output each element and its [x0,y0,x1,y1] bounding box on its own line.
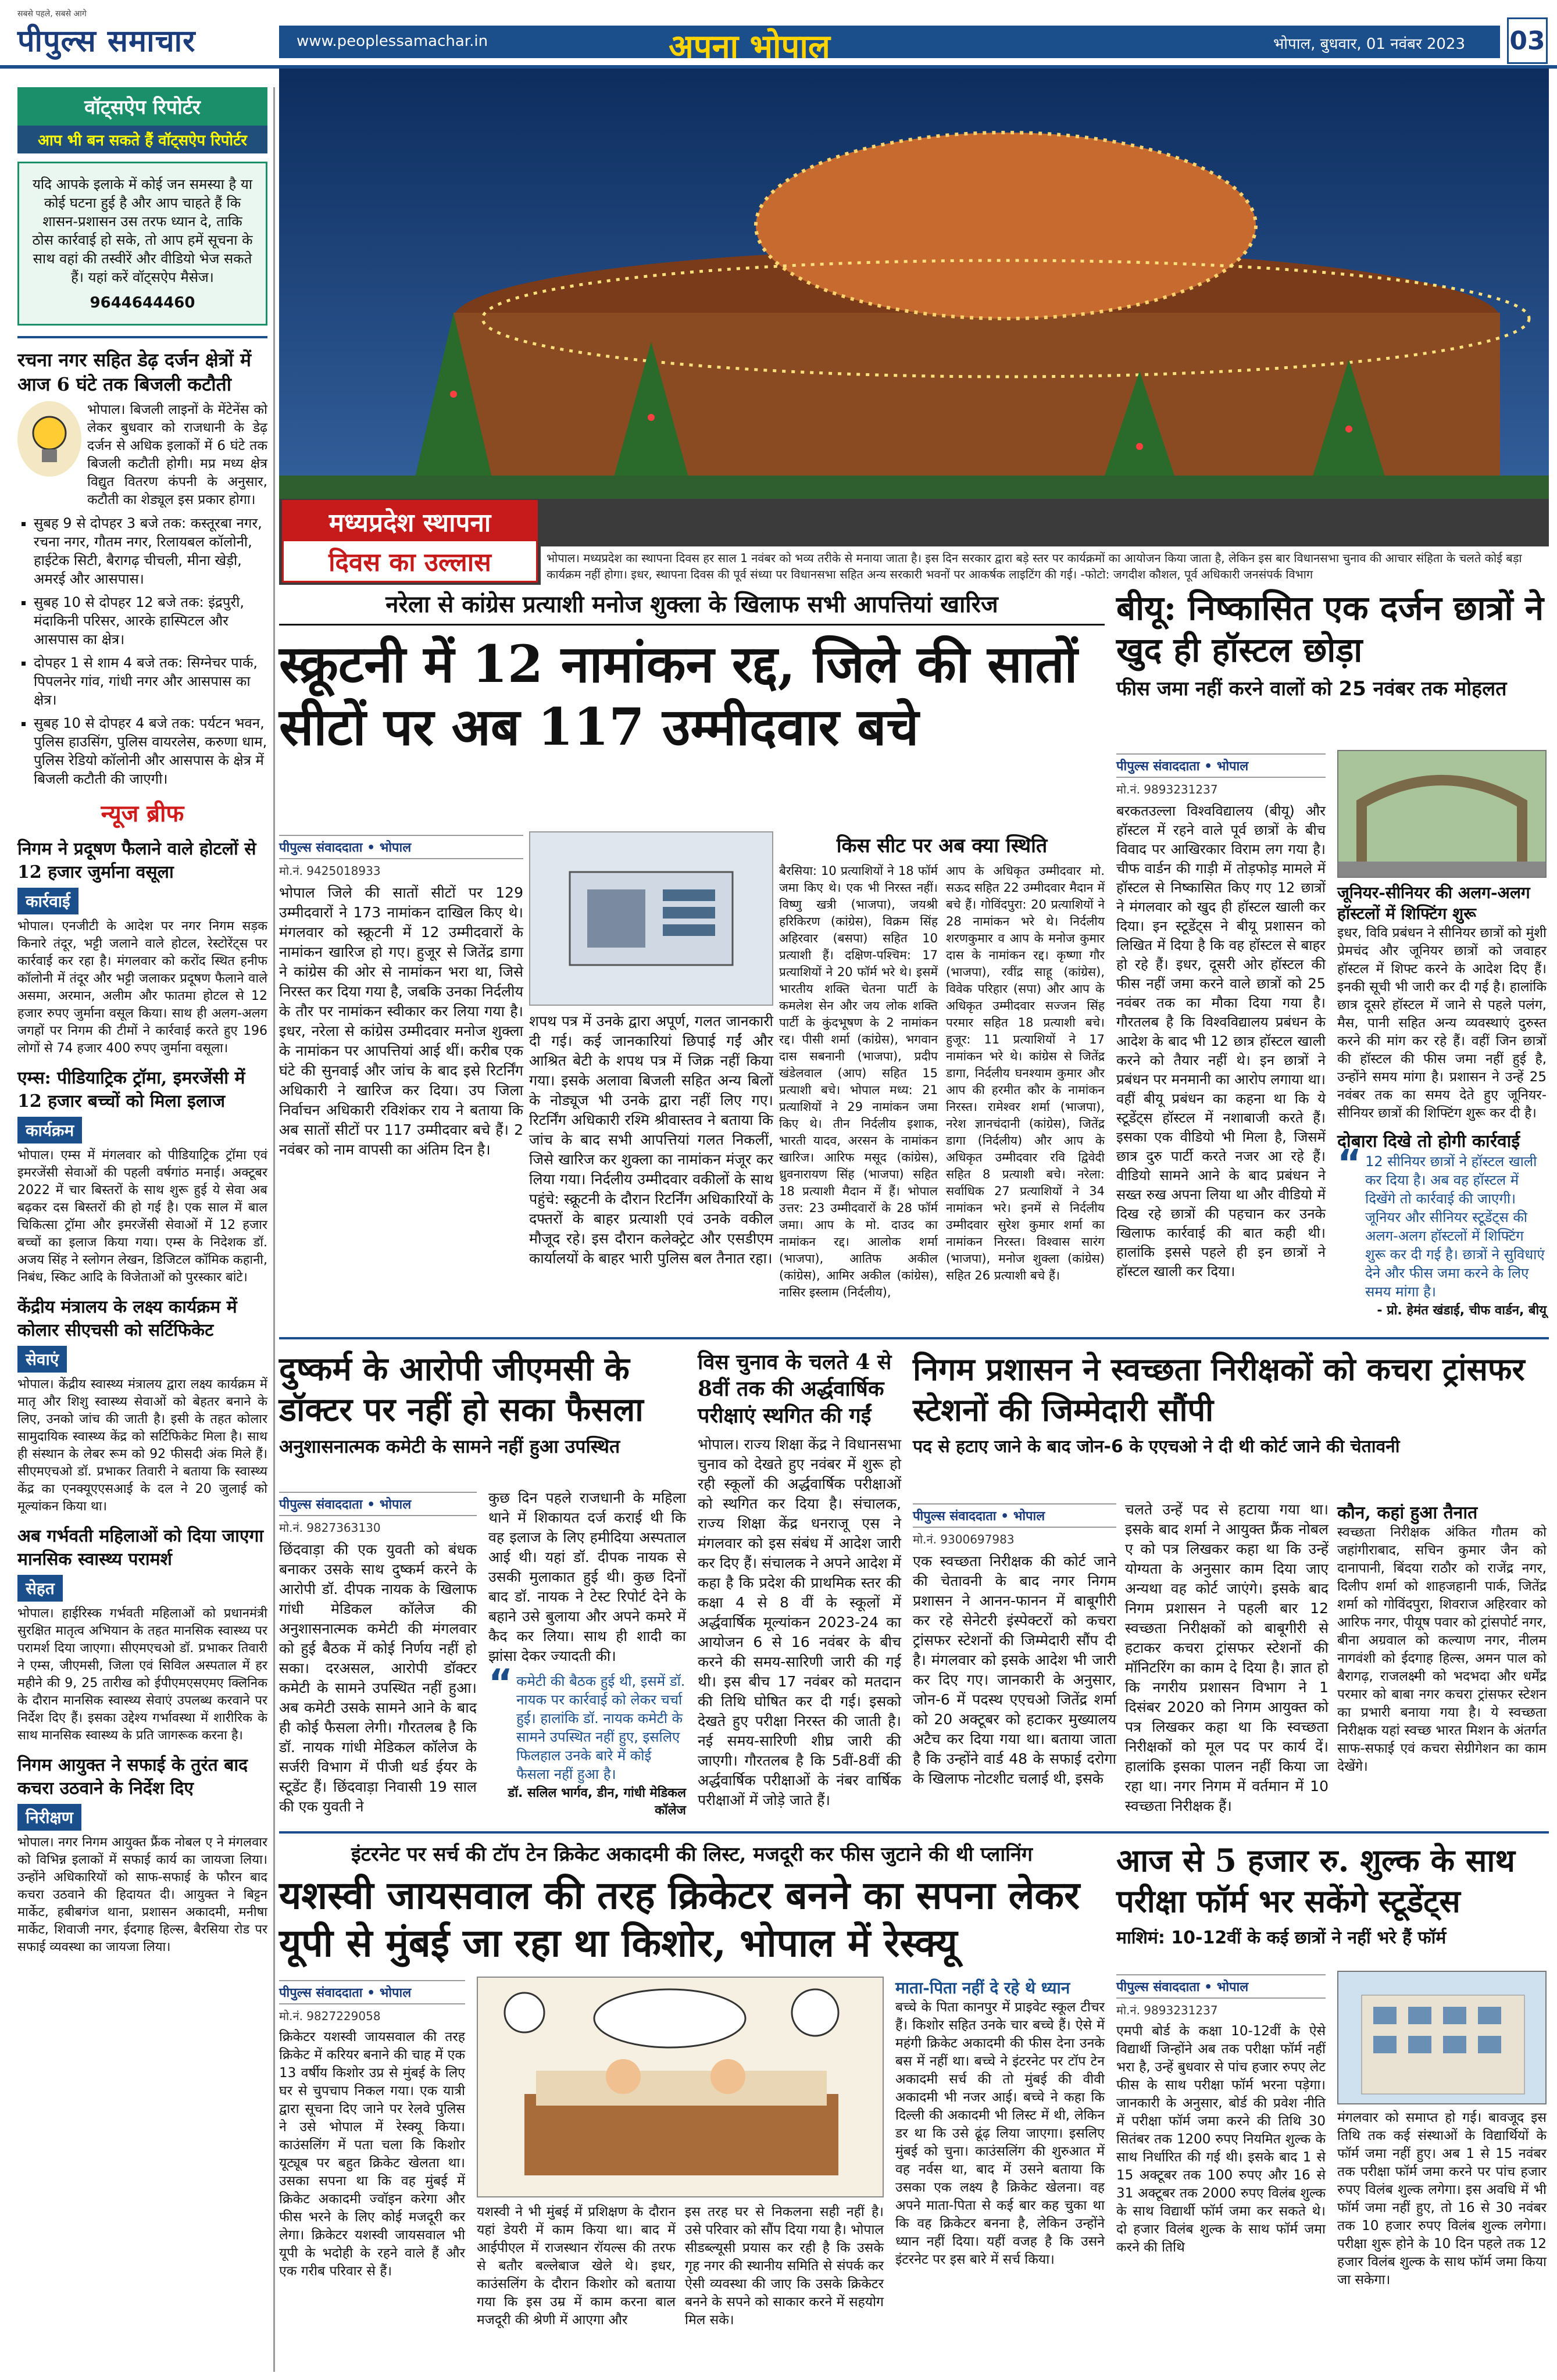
byline [913,1503,1116,1528]
cricket-story [279,1840,1105,1967]
hostel-gate-photo [1337,750,1547,878]
quote-icon: “ [1337,1142,1362,1185]
brief-headline: निगम ने प्रदूषण फैलाने वाले होटलों से 12 हजार जुर्माना वसूला [17,839,256,882]
brief-headline: निगम आयुक्त ने सफाई के तुरंत बाद कचरा उठवाने के निर्देश दिए [17,1755,248,1799]
bu-headline: बीयू: निष्कासित एक दर्जन छात्रों ने खुद ही हॉस्टल छोड़ा [1116,588,1544,670]
cricket-side-text: बच्चे के पिता कानपुर में प्राइवेट स्कूल टीचर हैं। किशोर सहित उनके चार बच्चे हैं। ऐसे में महंगी क्रिकेट अकादमी की फीस देना उनके बस में नहीं था। बच्चे ने इंटरनेट पर टॉप टेन अकादमी सर्च की तो मुंबई की वीवी अकादमी भी नजर आई। बच्चे ने कहा कि दिल्ली की अकादमी भी लिस्ट में थी, लेकिन डर था कि उसे ढूंढ़ लिया जाएगा। इसलिए मुंबई को चुना। काउंसलिंग की शुरुआत में वह नर्वस था, बाद में उसने बताया कि उसका एक लक्ष्य है क्रिकेट खेलना। वह अपने माता-पिता से कई बार कह चुका था कि वह क्रिकेटर बनना है, लेकिन उन्होंने ध्यान नहीं दिया। यहीं वजह है कि उसने इंटरनेट पर इस बारे में सर्च किया। [895,2000,1105,2267]
byline [1116,753,1326,778]
brief-tag: निरीक्षण [17,1804,81,1831]
sidebar [17,87,267,2372]
gmc-story [279,1349,686,1459]
brief-tag: कार्रवाई [17,888,78,914]
gmc-quote: कमेटी की बैठक हुई थी, इसमें डॉ. नायक पर कार्रवाई को लेकर चर्चा हुई। हालांकि डॉ. नायक कमेटी के सामने उपस्थित नहीं हुए, इसलिए फिलहाल उनके बारे में कोई फैसला नहीं हुआ है। [516,1673,685,1782]
reporter-mobile: मो.नं. 9827229058 [279,2009,381,2023]
gmc-headline: दुष्कर्म के आरोपी जीएमसी के डॉक्टर पर नहीं हो सका फैसला [279,1350,644,1429]
logo-name: पीपुल्स समाचार [17,24,196,59]
lead-col-2 [529,831,773,1268]
bu-side-headline: जूनियर-सीनियर की अलग-अलग हॉस्टलों में शिफ्टिंग शुरू [1337,883,1530,923]
brief-text: भोपाल। नगर निगम आयुक्त फ्रैंक नोबल ए ने मंगलवार को विभिन्न इलाकों में सफाई कार्य का जायजा लिया। उन्होंने अधिकारियों को साफ-सफाई के फौरन बाद कचरा उठवाने की हिदायत दी। आयुक्त ने बिट्टन मार्केट, हबीबगंज थाना, प्रशासन अकादमी, मनीषा मार्केट, शिवाजी नगर, ईदगाह हिल्स, बैरसिया रोड पर सफाई व्यवस्था का जायजा लिया। [17,1835,267,1954]
power-cut-item: ▪ सुबह 10 से दोपहर 4 बजे तक: पर्यटन भवन, पुलिस हाउसिंग, पुलिस वायरलेस, करुणा धाम, पुलिस रेडियो कॉलोनी और आसपास के क्षेत्र में बिजली कटौती की जाएगी। [34,714,267,788]
power-cut-item: ▪ सुबह 10 से दोपहर 12 बजे तक: इंद्रपुरी, मंदाकिनी परिसर, आरके हास्पिटल और आसपास का क्षेत्र। [34,593,267,649]
bu-col-1 [1116,750,1326,1281]
foundation-day-badge [282,500,538,583]
gmc-col-2 [488,1488,686,1818]
logo-tagline: सबसे पहले, सबसे आगे [17,9,87,19]
bu-quote-author: - प्रो. हेमंत खंडाई, चीफ वार्डन, बीयू [1377,1303,1547,1318]
nigam-story [913,1349,1547,1457]
brief-text: भोपाल। एनजीटी के आदेश पर नगर निगम सड़क किनारे तंदूर, भट्टी जलाने वाले होटल, रेस्टोरेंट्स पर कार्रवाई कर रहा है। मंगलवार को करोंद स्थित हनीफ कॉलोनी में तंदूर और भट्टी जलाकर प्रदूषण फैलाने वाले असमा, अरमान, अलीम और फातमा होटल से 12 हजार रुपए जुर्माना वसूल किया। साथ ही अलग-अलग जगहों पर निगम की टीमों ने कार्रवाई करते हुए 196 लोगों से 74 हजार 400 रुपए जुर्माना वसूला। [17,919,267,1056]
nigam-text: चलते उन्हें पद से हटाया गया था। इसके बाद शर्मा ने आयुक्त फ्रैंक नोबल ए को पत्र लिखकर कहा था कि उन्हें योग्यता के अनुसार काम दिया जाए अन्यथा वह कोर्ट जाएंगे। इसके बाद निगम प्रशासन ने पहली बार 12 स्वच्छता निरीक्षकों को बाबूगीरी से हटाकर कचरा ट्रांसफर स्टेशनों की मॉनिटरिंग का काम दे दिया है। ज्ञात हो कि नगरीय प्रशासन विभाग ने 1 दिसंबर 2020 को निगम आयुक्त को पत्र लिखकर कहा था कि स्वच्छता निरीक्षकों को मूल पद पर कार्य दें। हालांकि इसका पालन नहीं किया जा रहा था। नगर निगम में वर्तमान में 10 स्वच्छता निरीक्षक हैं। [1125,1501,1329,1814]
brief-tag: सेवाएं [17,1346,67,1373]
brief-text: भोपाल। केंद्रीय स्वास्थ्य मंत्रालय द्वारा लक्ष्य कार्यक्रम में मातृ और शिशु स्वास्थ्य सेवाओं को बेहतर बनाने के लिए, उनको जांच की जाती है। इसी के तहत कोलार सामुदायिक स्वास्थ्य केंद्र को सर्टिफिकेट मिला है। साथ ही संस्थान के लेबर रूम को 92 फीसदी अंक मिले हैं। सीएमएचओ डॉ. प्रभाकर तिवारी ने बताया कि स्वास्थ्य केंद्र का एनक्यूएएसआई के दल ने 20 जुलाई को मूल्यांकन किया था। [17,1377,267,1514]
cricket-text: क्रिकेटर यशस्वी जायसवाल की तरह क्रिकेट में करियर बनाने की चाह में एक 13 वर्षीय किशोर उप्र से मुंबई के लिए घर से चुपचाप निकल गया। एक यात्री द्वारा सूचना दिए जाने पर रेलवे पुलिस ने उसे भोपाल में रेस्क्यू किया। काउंसलिंग में पता चला कि किशोर यूट्यूब पर बहुत क्रिकेट खेलता था। उसका सपना था कि वह मुंबई में क्रिकेट अकादमी ज्वॉइन करेगा और फीस भरने के लिए कोई मजदूरी कर लेगा। क्रिकेटर यशस्वी जायसवाल भी यूपी के भदोही के रहने वाले हैं और एक गरीब परिवार से हैं। [279,2029,465,2279]
byline-text: पीपुल्स संवाददाता • भोपाल [1116,759,1249,774]
nigam-subhead: पद से हटाए जाने के बाद जोन-6 के एएचओ ने दी थी कोर्ट जाने की चेतावनी [913,1436,1400,1457]
byline-text: पीपुल्स संवाददाता • भोपाल [913,1509,1045,1524]
logo [17,8,273,60]
cartoon-illustration [477,1977,884,2197]
lead-col-1 [279,831,523,1160]
site-url[interactable]: www.peoplessamachar.in [297,33,488,50]
byline-text: पीपुल्स संवाददाता • भोपाल [279,1498,412,1512]
exam-story [698,1349,901,1810]
nigam-col-2 [1125,1500,1329,1816]
lead-story [279,587,1105,758]
bu-side-text: इधर, विवि प्रबंधन ने सीनियर छात्रों को मुंशी प्रेमचंद और जूनियर छात्रों को जवाहर हॉस्टल में शिफ्ट करने के आदेश दिए हैं। इनकी सूची भी जारी कर दी गई है। हालांकि छात्र दूसरे हॉस्टल में जाने से पहले पलंग, मैस, पानी सहित अन्य व्यवस्थाएं दुरुस्त करने की मांग कर रहे हैं। वहीं जिन छात्रों की हॉस्टल की फीस जमा नहीं हुई है, उन्होंने समय मांगा है। प्रशासन ने उन्हें 25 नवंबर तक का समय देते हुए जूनियर-सीनियर छात्रों की शिफ्टिंग शुरू कर दी है। [1337,925,1547,1121]
nigam-side-text: स्वच्छता निरीक्षक अंकित गौतम को जहांगीराबाद, सचिन कुमार जैन को दानापानी, बिंदया राठौर को राजेंद्र नगर, दिलीप शर्मा को शाहजहानी पार्क, जितेंद्र शर्मा को गोविंदपुरा, शिवराज अहिरवार को आरिफ नगर, पीयूष पवार को ट्रांसपोर्ट नगर, बीना अग्रवाल को कल्याण नगर, नीलम नागवंशी को ईदगाह हिल्स, अमन पाल को बैरागढ़, राजलक्ष्मी को भदभदा और धर्मेंद्र परमार को बाबा नगर कचरा ट्रांसफर स्टेशन का प्रभारी बनाया गया है। ये स्वच्छता निरीक्षक यहां स्वच्छ भारत मिशन के अंतर्गत साफ-सफाई एवं कचरा सेग्रीगेशन का काम देखेंगे। [1337,1525,1547,1774]
bu-story [1116,587,1547,701]
brief-tag: सेहत [17,1575,63,1602]
bu-quote: 12 सीनियर छात्रों ने हॉस्टल खाली कर दिया है। अब वह हॉस्टल में दिखेंगे तो कार्रवाई की जाएगी। जूनियर और सीनियर स्टूडेंट्स की अलग-अलग हॉस्टलों में शिफ्टिंग शुरू कर दी गई है। छात्रों ने सुविधाएं देने और फीस जमा करने के लिए समय मांगा है। [1365,1153,1545,1300]
mpboard-col-1 [1116,1971,1326,2257]
nigam-col-1 [913,1500,1116,1789]
brief-headline: एम्स: पीडियाट्रिक ट्रॉमा, इमरजेंसी में 12 हजार बच्चों को मिला इलाज [17,1068,245,1112]
byline [279,1980,465,2004]
badge-line-1: मध्यप्रदेश स्थापना [284,502,536,541]
news-brief-title: न्यूज ब्रीफ [101,800,184,827]
exam-headline: विस चुनाव के चलते 4 से 8वीं तक की अर्द्धवार्षिक परीक्षाएं स्थगित की गईं [698,1350,892,1428]
quote-icon: “ [488,1662,513,1705]
badge-line-2: दिवस का उल्लास [284,541,536,581]
byline-text: पीपुल्स संवाददाता • भोपाल [279,1986,412,2000]
nigam-headline: निगम प्रशासन ने स्वच्छता निरीक्षकों को कचरा ट्रांसफर स्टेशनों की जिम्मेदारी सौंपी [913,1350,1525,1428]
cricket-side-headline: माता-पिता नहीं दे रहे थे ध्यान [895,1978,1070,1997]
bu-side-headline-2: दोबारा दिखे तो होगी कार्रवाई [1337,1131,1520,1152]
exam-text: भोपाल। राज्य शिक्षा केंद्र ने विधानसभा चुनाव को देखते हुए नवंबर में शुरू हो रही स्कूलों की अर्द्धवार्षिक परीक्षाओं को स्थगित कर दिया है। संचालक, राज्य शिक्षा केंद्र धनराजू एस ने मंगलवार को इस संबंध में आदेश जारी कर दिए हैं। संचालक ने अपने आदेश में कहा है कि प्रदेश की प्राथमिक स्तर की कक्षा 4 से 8 वीं के स्कूलों में अर्द्धवार्षिक मूल्यांकन 2023-24 का आयोजन 6 से 16 नवंबर के बीच करने की समय-सारिणी जारी की गई थी। इस बीच 17 नवंबर को मतदान की तिथि घोषित कर दी गई। इसको देखते हुए परीक्षा निरस्त की जाती है। नई समय-सारिणी शीघ्र जारी की जाएगी। गौरतलब है कि 5वीं-8वीं की अर्द्धवार्षिक परीक्षाओं के नंबर वार्षिक परीक्षाओं में जोड़े जाते हैं। [698,1436,901,1809]
power-cut-intro: भोपाल। बिजली लाइनों के मेंटेनेंस को लेकर बुधवार को राजधानी के डेढ़ दर्जन से अधिक इलाकों में 6 घंटे तक बिजली कटौती होगी। मप्र मध्य क्षेत्र विद्युत वितरण कंपनी के अनुसार, कटौती का शेड्यूल इस प्रकार होगा। [87,402,267,508]
section-title: अपना भोपाल [669,27,830,66]
whatsapp-reporter-title: वॉट्सऐप रिपोर्टर [17,87,267,126]
cricket-col-2 [477,1977,884,2329]
lead-kicker: नरेला से कांग्रेस प्रत्याशी मनोज शुक्ला के खिलाफ सभी आपत्तियां खारिज [279,587,1105,626]
reporter-mobile: मो.नं. 9893231237 [1116,782,1218,796]
bu-col-2 [1337,750,1547,1318]
reporter-mobile: मो.नं. 9893231237 [1116,2003,1218,2017]
cricket-text: इस तरह घर से निकलना सही नहीं है। उसे परिवार को सौंप दिया गया है। भोपाल सीडब्ल्यूसी प्रयास कर रही है कि उसके गृह नगर की स्थानीय समिति से संपर्क कर ऐसी व्यवस्था की जाए कि उसके क्रिकेटर बनने के सपने को साकार करने में सहयोग मिल सके। [685,2204,884,2328]
mpboard-text: मंगलवार को समाप्त हो गई। बावजूद इस तिथि तक कई संस्थाओं के विद्यार्थियों के फॉर्म जमा नहीं हुए। अब 1 से 15 नवंबर तक परीक्षा फॉर्म जमा करने पर पांच हजार रुपए विलंब शुल्क लगेगा। इस अवधि में भी फॉर्म जमा नहीं हुए, तो 16 से 30 नवंबर तक 10 हजार रुपए विलंब शुल्क लगेगा। परीक्षा शुरू होने के 10 दिन पहले तक 12 हजार विलंब शुल्क के साथ फॉर्म जमा किया जा सकेगा। [1337,2110,1547,2288]
brief-text: भोपाल। एम्स में मंगलवार को पीडियाट्रिक ट्रॉमा एवं इमरजेंसी सेवाओं की पहली वर्षगांठ मनाई। अक्टूबर 2022 में चार बिस्तरों के साथ शुरू हुई ये सेवा अब बढ़कर दस बिस्तरों की हो गई है। एक साल में बाल चिकित्सा ट्रॉमा और इमरजेंसी सेवाओं में 12 हजार बच्चों का इलाज किया गया। एम्स के निदेशक डॉ. अजय सिंह ने स्लोगन लेखन, डिजिटल कॉमिक कहानी, निबंध, स्किट आदि के विजेताओं को पुरस्कार बांटे। [17,1148,267,1285]
seat-status-box [779,831,1105,1301]
seat-status-title: किस सीट पर अब क्या स्थिति [836,834,1048,857]
byline-text: पीपुल्स संवाददाता • भोपाल [1116,1980,1249,1995]
reporter-mobile: मो.नं. 9300697983 [913,1532,1015,1546]
mpboard-text: एमपी बोर्ड के कक्षा 10-12वीं के ऐसे विद्यार्थी जिन्होंने अब तक परीक्षा फॉर्म नहीं भरा है, उन्हें बुधवार से पांच हजार रुपए लेट फीस के साथ परीक्षा फॉर्म भरना पड़ेगा। जानकारी के अनुसार, बोर्ड की प्रवेश नीति में परीक्षा फॉर्म जमा करने की तिथि 30 सितंबर तक 1200 रुपए नियमित शुल्क के साथ निर्धारित की गई थी। इसके बाद 1 से 15 अक्टूबर तक 100 रुपए और 16 से 31 अक्टूबर तक 2000 रुपए विलंब शुल्क के साथ विद्यार्थी फॉर्म जमा कर सकते थे। दो हजार विलंब शुल्क के साथ फॉर्म जमा करने की तिथि [1116,2024,1326,2255]
gmc-text: छिंदवाड़ा की एक युवती को बंधक बनाकर उसके साथ दुष्कर्म करने के आरोपी डॉ. दीपक नायक के खिलाफ गांधी मेडिकल कॉलेज की अनुशासनात्मक कमेटी की मंगलवार को हुई बैठक में कोई निर्णय नहीं हो सका। दरअसल, आरोपी डॉक्टर कमेटी के सामने उपस्थित नहीं हुआ। अब कमेटी उसके सामने आने के बाद ही कोई फैसला लेगी। गौरतलब है कि डॉ. नायक गांधी मेडिकल कॉलेज के सर्जरी विभाग में पीजी थर्ड ईयर के स्टूडेंट हैं। छिंदवाड़ा निवासी 19 साल की एक युवती ने [279,1541,477,1815]
cricket-text: यशस्वी ने भी मुंबई में प्रशिक्षण के दौरान यहां डेयरी में काम किया था। बाद में आईपीएल में राजस्थान रॉयल्स की तरफ से बतौर बल्लेबाज खेले थे। इधर, काउंसलिंग के दौरान किशोर को बताया गया कि इस उम्र में काम करना बाल मजदूरी की श्रेणी में आएगा और [477,2204,676,2328]
gmc-text: कुछ दिन पहले राजधानी के महिला थाने में शिकायत दर्ज कराई थी कि वह इलाज के लिए हमीदिया अस्पताल आई थी। यहां डॉ. दीपक नायक से उसकी मुलाकात हुई थी। कुछ दिनों बाद डॉ. नायक ने टेस्ट रिपोर्ट देने के बहाने उसे बुलाया और अपने कमरे में कैद कर लिया। साथ ही शादी का झांसा देकर ज्यादती की। [488,1489,686,1664]
cricket-col-3 [895,1977,1105,2269]
brief-tag: कार्यक्रम [17,1117,82,1143]
lead-text: शपथ पत्र में उनके द्वारा अपूर्ण, गलत जानकारी दी गई। कई जानकारियां छिपाई गईं और आश्रित बेटी के शपथ पत्र में जिक्र नहीं किया गया। इसके अलावा बिजली सहित अन्य बिलों के नोड्यूज भी उनके द्वारा नहीं लिए गए। रिटर्निंग अधिकारी रश्मि श्रीवास्तव ने बताया कि जांच के बाद सभी आपत्तियां गलत निकलीं, जिसे खारिज कर शुक्ला का नामांकन मंजूर कर लिया गया। निर्दलीय उम्मीदवार वकीलों के साथ पहुंचे: स्क्रूटनी के दौरान रिटर्निंग अधिकारियों के दफ्तरों के बाहर प्रत्याशी एवं उनके वकील मौजूद रहे। इस दौरान कलेक्ट्रेट और एसडीएम कार्यालयों के बाहर भारी पुलिस बल तैनात रहा। [529,1013,773,1267]
nigam-col-3 [1337,1500,1547,1776]
evm-photo [529,831,773,1006]
nigam-text: एक स्वच्छता निरीक्षक की कोर्ट जाने की चेतावनी के बाद नगर निगम प्रशासन ने आनन-फानन में बाबूगीरी कर रहे सेनेटरी इंस्पेक्टरों को कचरा ट्रांसफर स्टेशनों की जिम्मेदारी सौंप दी है। मंगलवार को इसके आदेश भी जारी कर दिए गए। जानकारी के अनुसार, जोन-6 में पदस्थ एएचओ जितेंद्र शर्मा को 20 अक्टूबर को हटाकर मुख्यालय अटैच कर दिया गया था। बताया जाता है कि उन्होंने वार्ड 48 के सफाई दरोगा के खिलाफ नोटशीट चलाई थी, इसके [913,1553,1116,1787]
board-building-photo [1337,1971,1547,2104]
brief-headline: अब गर्भवती महिलाओं को दिया जाएगा मानसिक स्वास्थ्य परामर्श [17,1526,264,1570]
power-cut-item: ▪ दोपहर 1 से शाम 4 बजे तक: सिग्नेचर पार्क, पिपलनेर गांव, गांधी नगर और आसपास का क्षेत्र। [34,653,267,709]
reporter-mobile: मो.नं. 9425018933 [279,864,381,878]
power-cut-item: ▪ सुबह 9 से दोपहर 3 बजे तक: कस्तूरबा नगर, रचना नगर, गौतम नगर, रिलायबल कॉलोनी, हाईटेक सिटी, बैरागढ़ चीचली, मीना खेड़ी, अमरई और आसपास। [34,514,267,588]
gmc-col-1 [279,1488,477,1817]
mpboard-col-2 [1337,1971,1547,2289]
lead-headline: स्क्रूटनी में 12 नामांकन रद्द, जिले की सातों सीटों पर अब 117 उम्मीदवार बचे [279,634,1078,757]
whatsapp-reporter-subtitle: आप भी बन सकते हैं वॉट्सऐप रिपोर्टर [17,126,267,153]
cricket-kicker: इंटरनेट पर सर्च की टॉप टेन क्रिकेट अकादमी की लिस्ट, मजदूरी कर फीस जुटाने की थी प्लानिंग [351,1843,1033,1866]
mpboard-subhead: माशिमं: 10-12वीं के कई छात्रों ने नहीं भरे हैं फॉर्म [1116,1928,1447,1948]
byline-text: पीपुल्स संवाददाता • भोपाल [279,841,412,855]
byline [1116,1974,1326,1999]
whatsapp-text: यदि आपके इलाके में कोई जन समस्या है या कोई घटना हुई है और आप चाहते हैं कि शासन-प्रशासन उस तरफ ध्यान दे, ताकि ठोस कार्रवाई हो सके, तो आप हमें सूचना के साथ वहां की तस्वीरें और वीडियो भेज सकते हैं। यहां करें वॉट्सऐप मैसेज। [32,176,253,285]
brief-text: भोपाल। हाईरिस्क गर्भवती महिलाओं को प्रधानमंत्री सुरक्षित मातृत्व अभियान के तहत मानसिक स्वास्थ्य पर परामर्श दिया जाएगा। सीएमएचओ डॉ. प्रभाकर तिवारी ने एम्स, जीएमसी, जिला एवं सिविल अस्पताल में हर महीने की 9, 25 तारीख को ईपीएमएसएमए क्लिनिक के दौरान मानसिक स्वास्थ्य सेवाएं उपलब्ध करवाने पर निर्देश दिए हैं। इसका उद्देश्य गर्भावस्था में शारीरिक के साथ मानसिक स्वास्थ्य के प्रति जागरूक करना है। [17,1606,267,1743]
seat-status-col: बैरसिया: 10 प्रत्याशियों ने 18 फॉर्म जमा किए थे। एक भी निरस्त नहीं। विष्णु खत्री (भाजपा), जयश्री हरिकिरण (कांग्रेस), विक्रम सिंह अहिरवार (बसपा) सहित 10 प्रत्याशी हैं। दक्षिण-पश्चिम: 17 प्रत्याशियों ने 20 फॉर्म भरे थे। इसमें भारतीय शक्ति चेतना पार्टी के कमलेश सेन और जय लोक शक्ति पार्टी के कुंदभूषण के 2 नामांकन रद्द। पीसी शर्मा (कांग्रेस), भगवान दास सबनानी (भाजपा), प्रदीप खंडेलवाल (आप) सहित 15 प्रत्याशी बचे। भोपाल मध्य: 21 प्रत्याशियों ने 29 नामांकन जमा किए थे। तीन निर्दलीय इशाक, भारती यादव, अरसन के नामांकन खारिज। आरिफ मसूद (कांग्रेस), ध्रुवनारायण सिंह (भाजपा) सहित 18 प्रत्याशी मैदान में हैं। भोपाल उत्तर: 23 उम्मीदवारों के 28 फॉर्म जमा। आप के मो. दाउद का नामांकन रद्द। आलोक शर्मा (भाजपा), आतिफ अकील (कांग्रेस), आमिर अकील (कांग्रेस), नासिर इस्लाम (निर्दलीय), [779,864,938,1299]
seat-status-col: आप के अधिकृत उम्मीदवार मो. सऊद सहित 22 उम्मीदवार मैदान में बचे हैं। गोविंदपुरा: 20 प्रत्याशियों ने 28 नामांकन भरे थे। निर्दलीय शरणकुमार व आप के मनोज कुमार दास के नामांकन रद्द। कृष्णा गौर (भाजपा), रवींद्र साहू (कांग्रेस), विवेक परिहार (सपा) और आप के अधिकृत उम्मीदवार सज्जन सिंह परमार सहित 18 प्रत्याशी बचे। हुजूर: 11 प्रत्याशियों ने 17 नामांकन भरे थे। कांग्रेस से जितेंद्र डागा, निर्दलीय घनश्याम कुमार और आप की हरमीत कौर के नामांकन निरस्त। रामेश्वर शर्मा (भाजपा), नरेश ज्ञानचंदानी (कांग्रेस), जितेंद्र डागा (निर्दलीय) और आप के अधिकृत उम्मीदवार रवि द्विवेदी सहित 8 प्रत्याशी बचे। नरेला: सर्वाधिक 27 प्रत्याशियों ने 34 नामांकन भरे। इनमें से निर्दलीय उम्मीदवार सुरेश कुमार शर्मा का नामांकन निरस्त। विश्वास सारंग (भाजपा), मनोज शुक्ला (कांग्रेस) सहित 26 प्रत्याशी बचे हैं। [946,864,1105,1282]
whatsapp-phone[interactable]: 9644644460 [90,294,195,312]
page-number: 03 [1507,17,1548,64]
lead-text: भोपाल जिले की सातों सीटों पर 129 उम्मीदवारों ने 173 नामांकन दाखिल किए थे। मंगलवार को स्क्रूटनी में 12 उम्मीदवारों के नामांकन खारिज हो गए। हुजूर से जितेंद्र डागा ने कांग्रेस की ओर से नामांकन भरा था, जिसे निरस्त कर दिया गया है, जबकि उनका निर्दलीय के तौर पर नामांकन स्वीकार कर लिया गया है। इधर, नरेला से कांग्रेस उम्मीदवार मनोज शुक्ला के नामांकन पर आपत्तियां आई थीं। करीब एक घंटे की सुनवाई और जांच के बाद इसे रिटर्निंग अधिकारी ने खारिज कर दिया। उप जिला निर्वाचन अधिकारी रविशंकर राय ने बताया कि अब सातों सीटों पर 117 उम्मीदवार बचे हैं। 2 नवंबर को नाम वापसी का अंतिम दिन है। [279,884,523,1158]
nigam-side-headline: कौन, कहां हुआ तैनात [1337,1503,1478,1523]
whatsapp-card [17,162,267,326]
bu-subhead: फीस जमा नहीं करने वालों को 25 नवंबर तक मोहलत [1116,677,1507,701]
byline [279,1492,477,1516]
cricket-headline: यशस्वी जायसवाल की तरह क्रिकेटर बनने का सपना लेकर यूपी से मुंबई जा रहा था किशोर, भोपाल में रेस्क्यू [279,1872,1080,1966]
photo-caption: भोपाल। मध्यप्रदेश का स्थापना दिवस हर साल 1 नवंबर को भव्य तरीके से मनाया जाता है। इस दिन सरकार द्वारा बड़े स्तर पर कार्यक्रमों का आयोजन किया जाता है, लेकिन इस बार विधानसभा चुनाव की आचार संहिता के चलते कोई बड़ा कार्यक्रम नहीं होगा। इधर, स्थापना दिवस की पूर्व संध्या पर विधानसभा सहित अन्य सरकारी भवनों पर आकर्षक लाइटिंग की गई। -फोटो: जगदीश कौशल, पूर्व अधिकारी जनसंपर्क विभाग [541,546,1552,586]
reporter-mobile: मो.नं. 9827363130 [279,1521,381,1535]
power-cut-headline: रचना नगर सहित डेढ़ दर्जन क्षेत्रों में आज 6 घंटे तक बिजली कटौती [17,349,251,395]
brief-headline: केंद्रीय मंत्रालय के लक्ष्य कार्यक्रम में कोलार सीएचसी को सर्टिफिकेट [17,1297,237,1341]
cricket-col-1 [279,1977,465,2281]
mpboard-headline: आज से 5 हजार रु. शुल्क के साथ परीक्षा फॉर्म भर सकेंगे स्टूडेंट्स [1116,1842,1515,1920]
byline [279,835,523,859]
light-bulb-icon [17,401,81,477]
bu-text: बरकतउल्ला विश्वविद्यालय (बीयू) और हॉस्टल में रहने वाले पूर्व छात्रों के बीच विवाद पर आखिरकार विराम लग गया है। चीफ वार्डन की गाड़ी में तोड़फोड़ मामले में हॉस्टल से निष्कासित किए गए 12 छात्रों ने मंगलवार को खुद ही हॉस्टल खाली कर दिया। इन स्टूडेंट्स ने बीयू प्रशासन को लिखित में दिया है कि वह हॉस्टल से बाहर हो रहे हैं। इधर, दूसरी ओर हॉस्टल की फीस नहीं जमा करने वाले छात्रों को 25 नवंबर तक का मौका दिया गया है। गौरतलब है कि विश्वविद्यालय प्रबंधन के आदेश के बाद भी 12 छात्र हॉस्टल खाली करने को तैयार नहीं थे। इन छात्रों ने प्रबंधन पर मनमानी का आरोप लगाया था। वहीं बीयू प्रबंधन का कहना था कि ये स्टूडेंट्स हॉस्टल में नशाबाजी करते हैं। इसका एक वीडियो भी मिला है, जिसमें छात्र दुरु पार्टी करते नजर आ रहे हैं। वीडियो सामने आने के बाद प्रबंधन ने सख्त रुख अपना लिया था और वीडियो में दिख रहे छात्रों की पहचान कर उनके खिलाफ कार्रवाई की बात कही थी। हालांकि इससे पहले ही इन छात्रों ने हॉस्टल खाली कर दिया। [1116,803,1326,1280]
edition-date: भोपाल, बुधवार, 01 नवंबर 2023 [1273,35,1466,53]
gmc-subhead: अनुशासनात्मक कमेटी के सामने नहीं हुआ उपस्थित [279,1435,620,1457]
mpboard-story [1116,1840,1547,1949]
gmc-quote-author: डॉ. सलिल भार्गव, डीन, गांधी मेडिकल कॉलेज [508,1786,686,1818]
